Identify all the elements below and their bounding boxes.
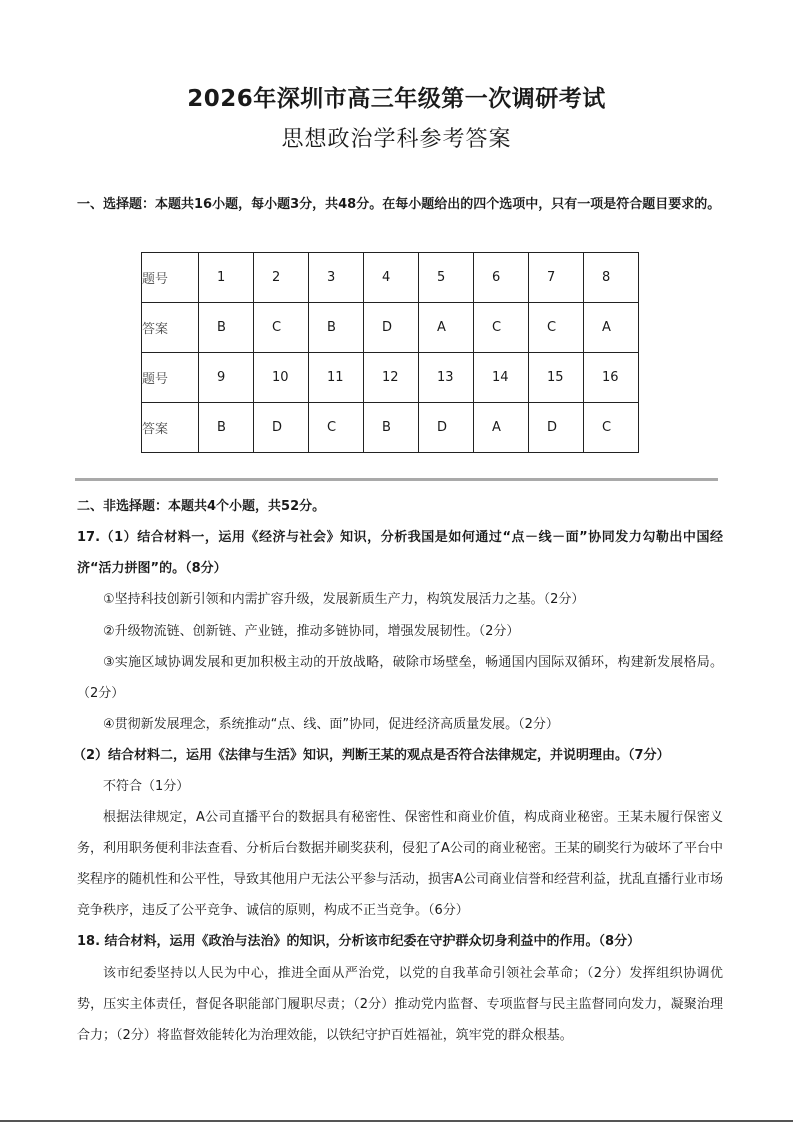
question-number: 12: [364, 353, 419, 403]
answer-cell: C: [254, 303, 309, 353]
question-number: 9: [199, 353, 254, 403]
answer-cell: D: [254, 403, 309, 453]
table-row-answers-2: [142, 403, 639, 453]
q18-answer: 该市纪委坚持以人民为中心，推进全面从严治党，以党的自我革命引领社会革命；（2分）发挥组织协调优势，压实主体责任，督促各职能部门履职尽责；（2分）推动党内监督、专项监督与民主监督同向发力，凝聚治理合力；（2分）将监督效能转化为治理效能，以铁纪守护百姓福祉，筑牢党的群众根基。: [77, 966, 723, 1043]
question-number: 5: [419, 253, 474, 303]
section1-heading: 一、选择题：本题共16小题，每小题3分，共48分。在每小题给出的四个选项中，只有一项是符合题目要求的。: [77, 197, 721, 212]
answer-cell: A: [419, 303, 474, 353]
q17-part1-answer-3: ③实施区域协调发展和更加积极主动的开放战略，破除市场壁垒，畅通国内国际双循环，构建新发展格局。（2分）: [77, 655, 723, 701]
answer-cell: C: [529, 303, 584, 353]
q17-part2-question: （2）结合材料二，运用《法律与生活》知识，判断王某的观点是否符合法律规定，并说明理由。（7分）: [73, 748, 670, 763]
question-number: 3: [309, 253, 364, 303]
question-number: 10: [254, 353, 309, 403]
answer-cell: D: [364, 303, 419, 353]
row-label: 题号: [142, 353, 199, 403]
question-number: 13: [419, 353, 474, 403]
answer-cell: B: [309, 303, 364, 353]
answer-cell: D: [529, 403, 584, 453]
question-number: 2: [254, 253, 309, 303]
answer-cell: C: [309, 403, 364, 453]
table-row-answers-1: [142, 303, 639, 353]
question-number: 1: [199, 253, 254, 303]
question-number: 6: [474, 253, 529, 303]
question-number: 16: [584, 353, 639, 403]
question-number: 14: [474, 353, 529, 403]
question-number: 11: [309, 353, 364, 403]
answer-cell: D: [419, 403, 474, 453]
document-subtitle: 思想政治学科参考答案: [281, 127, 512, 152]
question-number: 15: [529, 353, 584, 403]
answer-cell: B: [199, 303, 254, 353]
q17-part2-reason: 根据法律规定，A公司直播平台的数据具有秘密性、保密性和商业价值，构成商业秘密。王某未履行保密义务，利用职务便利非法查看、分析后台数据并刷奖获利，侵犯了A公司的商业秘密。王某的刷奖行为破坏了平台中奖程序的随机性和公平性，导致其他用户无法公平参与活动，损害A公司商业信誉和经营利益，扰乱直播行业市场竞争秩序，违反了公平竞争、诚信的原则，构成不正当竞争。（6分）: [77, 810, 723, 918]
answer-table: [141, 252, 639, 453]
answer-cell: A: [474, 403, 529, 453]
row-label: 答案: [142, 303, 199, 353]
answer-cell: C: [584, 403, 639, 453]
q17-part1-answer-1: ①坚持科技创新引领和内需扩容升级，发展新质生产力，构筑发展活力之基。（2分）: [103, 592, 585, 607]
section-divider: [75, 478, 718, 481]
q17-part1-answer-4: ④贯彻新发展理念，系统推动“点、线、面”协同，促进经济高质量发展。（2分）: [103, 717, 559, 732]
answer-cell: C: [474, 303, 529, 353]
question-number: 8: [584, 253, 639, 303]
q17-part1-question: 17.（1）结合材料一，运用《经济与社会》知识，分析我国是如何通过“点－线－面”协同发力勾勒出中国经济“活力拼图”的。（8分）: [77, 530, 723, 576]
table-row-numbers-2: [142, 353, 639, 403]
table-row-numbers-1: [142, 253, 639, 303]
q17-part2-judgement: 不符合（1分）: [103, 779, 190, 794]
row-label: 题号: [142, 253, 199, 303]
answer-cell: B: [364, 403, 419, 453]
answer-cell: B: [199, 403, 254, 453]
answer-cell: A: [584, 303, 639, 353]
section2-heading: 二、非选择题：本题共4个小题，共52分。: [77, 499, 326, 514]
row-label: 答案: [142, 403, 199, 453]
document-title: 2026年深圳市高三年级第一次调研考试: [187, 86, 606, 112]
question-number: 7: [529, 253, 584, 303]
q18-question: 18. 结合材料，运用《政治与法治》的知识，分析该市纪委在守护群众切身利益中的作用。（8分）: [77, 934, 641, 949]
question-number: 4: [364, 253, 419, 303]
q17-part1-answer-2: ②升级物流链、创新链、产业链，推动多链协同，增强发展韧性。（2分）: [103, 624, 520, 639]
